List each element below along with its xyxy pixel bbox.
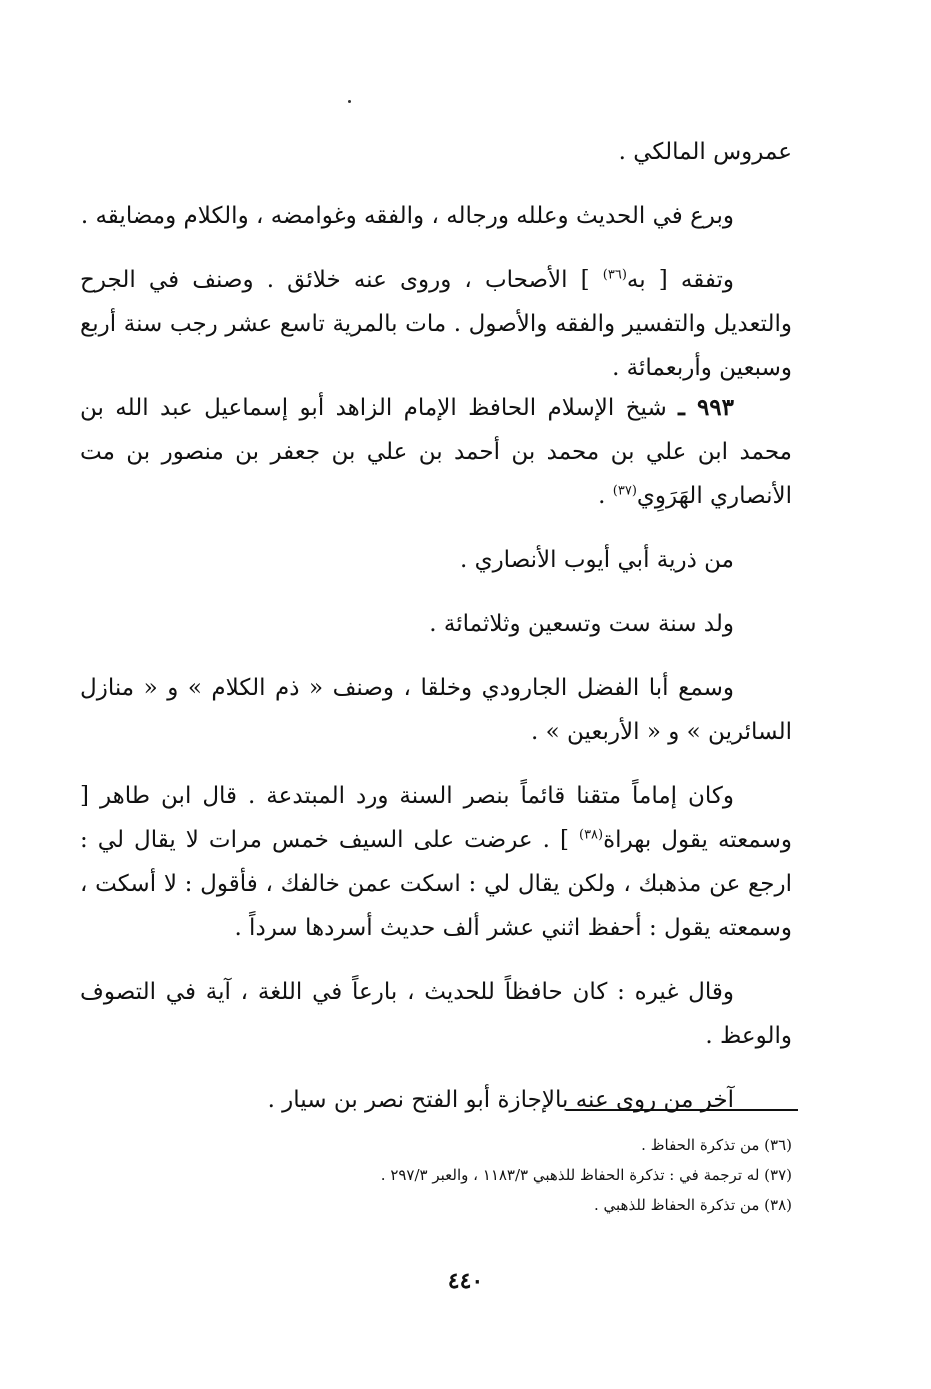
paragraph-lineage: من ذرية أبي أيوب الأنصاري .: [459, 547, 734, 573]
entry-heading-end: .: [598, 483, 613, 509]
text-block-top: [80, 130, 792, 390]
paragraph-quote-start: وكان إماماً متقنا قائماً بنصر السنة ورد المبتدعة . قال ابن طاهر [ وسمعته يقول بهراة: [80, 783, 792, 853]
footnote-ref-36: (٣٦): [602, 267, 627, 283]
page-number: ٤٤٠: [447, 1268, 484, 1294]
entry-number: ٩٩٣ ـ: [678, 394, 734, 421]
paragraph-3-rest: ] الأصحاب ، وروى عنه خلائق . وصنف في الجرح والتعديل والتفسير والفقه والأصول . مات بالمرية تاسع عشر رجب سنة أربع وسبعين وأربعمائة .: [80, 267, 792, 381]
paragraph-last-narrator: آخر من روى عنه بالإجازة أبو الفتح نصر بن سيار .: [267, 1087, 734, 1113]
paragraph-2: وبرع في الحديث وعلله ورجاله ، والفقه وغوامضه ، والكلام ومضايقه .: [80, 203, 734, 229]
paragraph-3: [80, 258, 792, 390]
paragraph-3-start: وتفقه [ به: [626, 267, 734, 293]
footnote-36: (٣٦) من تذكرة الحفاظ .: [641, 1136, 792, 1154]
paragraph-works: وسمع أبا الفضل الجارودي وخلقا ، وصنف « ذم الكلام » و « منازل السائرين » و « الأربعين » .: [80, 675, 792, 745]
text-block-entry: [80, 386, 792, 1122]
footnote-ref-37: (٣٧): [612, 483, 637, 499]
footnote-ref-38: (٣٨): [579, 827, 604, 843]
footnotes: [80, 1130, 792, 1220]
print-speck: [348, 100, 351, 103]
footnote-37: (٣٧) له ترجمة في : تذكرة الحفاظ للذهبي ١١٨٣/٣ ، والعبر ٢٩٧/٣ .: [380, 1166, 792, 1184]
paragraph-praise: وقال غيره : كان حافظاً للحديث ، بارعاً في اللغة ، آية في التصوف والوعظ .: [80, 979, 792, 1049]
entry-heading-paragraph: [80, 386, 792, 518]
paragraph-1: عمروس المالكي .: [618, 139, 792, 165]
footnote-divider: [566, 1109, 798, 1111]
paragraph-quote-rest: ] . عرضت على السيف خمس مرات لا يقال لي : ارجع عن مذهبك ، ولكن يقال لي : اسكت عمن خالفك ، فأقول : لا أسكت ، وسمعته يقول : أحفظ اثني عشر ألف حديث أسردها سرداً .: [80, 827, 792, 941]
footnote-38: (٣٨) من تذكرة الحفاظ للذهبي .: [593, 1196, 792, 1214]
entry-heading-text: شيخ الإسلام الحافظ الإمام الزاهد أبو إسماعيل عبد الله بن محمد ابن علي بن محمد بن أحمد بن علي بن جعفر بن منصور بن مت الأنصاري الهَرَوِي: [80, 395, 792, 509]
paragraph-birth: ولد سنة ست وتسعين وثلاثمائة .: [429, 611, 734, 637]
paragraph-quote: [80, 774, 792, 950]
